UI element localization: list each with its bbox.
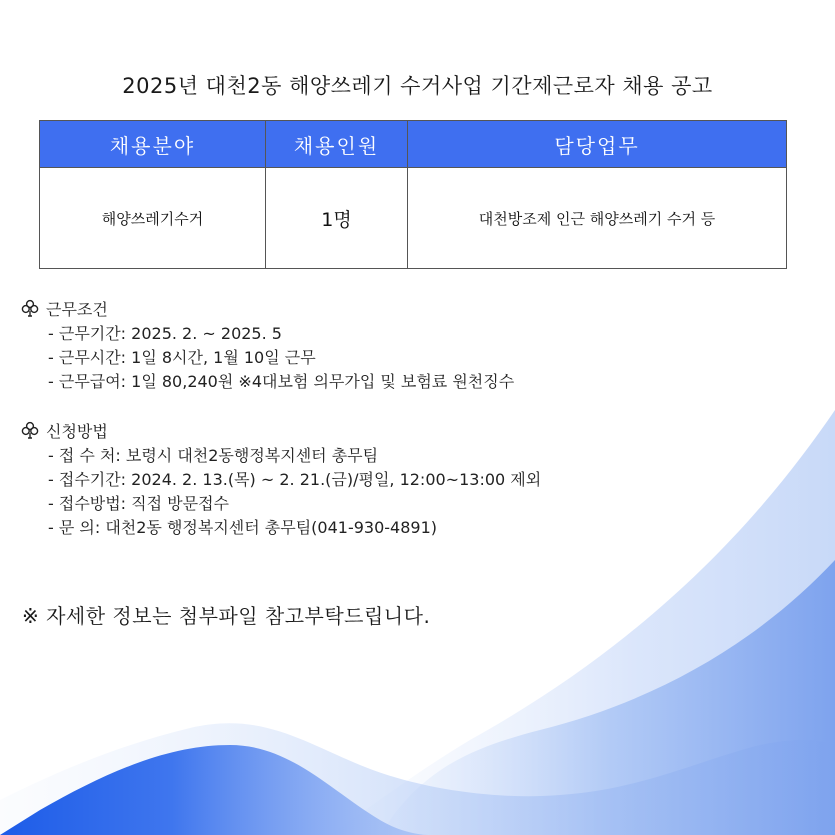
list-item: - 접 수 처: 보령시 대천2동행정복지센터 총무팀 — [48, 446, 379, 465]
clover-icon — [20, 298, 40, 318]
cell-duty: 대천방조제 인근 해양쓰레기 수거 등 — [408, 168, 787, 269]
list-item: - 문 의: 대천2동 행정복지센터 총무팀(041-930-4891) — [48, 518, 437, 537]
cell-count: 1명 — [266, 168, 408, 269]
conditions-heading: 근무조건 — [46, 299, 108, 319]
application-section — [20, 418, 541, 540]
cell-field: 해양쓰레기수거 — [40, 168, 266, 269]
section-heading — [20, 418, 541, 442]
list-item: - 근무기간: 2025. 2. ~ 2025. 5 — [48, 324, 282, 343]
attachment-note: ※ 자세한 정보는 첨부파일 참고부탁드립니다. — [22, 604, 431, 628]
list-item: - 접수기간: 2024. 2. 13.(목) ~ 2. 21.(금)/평일, 12:00~13:00 제외 — [48, 470, 542, 489]
table-row — [40, 168, 787, 269]
application-list — [20, 444, 541, 540]
conditions-list — [20, 322, 514, 394]
list-item: - 근무급여: 1일 80,240원 ※4대보험 의무가입 및 보험료 원천징수 — [48, 372, 515, 391]
application-heading: 신청방법 — [46, 421, 108, 441]
clover-icon — [20, 420, 40, 440]
work-conditions-section — [20, 296, 514, 394]
recruitment-table — [39, 120, 787, 269]
page-title: 2025년 대천2동 해양쓰레기 수거사업 기간제근로자 채용 공고 — [122, 74, 713, 98]
list-item: - 접수방법: 직접 방문접수 — [48, 494, 229, 513]
table-header-row — [40, 121, 787, 168]
section-heading — [20, 296, 514, 320]
column-header-count: 채용인원 — [266, 121, 408, 168]
column-header-field: 채용분야 — [40, 121, 266, 168]
column-header-duty: 담당업무 — [408, 121, 787, 168]
list-item: - 근무시간: 1일 8시간, 1월 10일 근무 — [48, 348, 316, 367]
